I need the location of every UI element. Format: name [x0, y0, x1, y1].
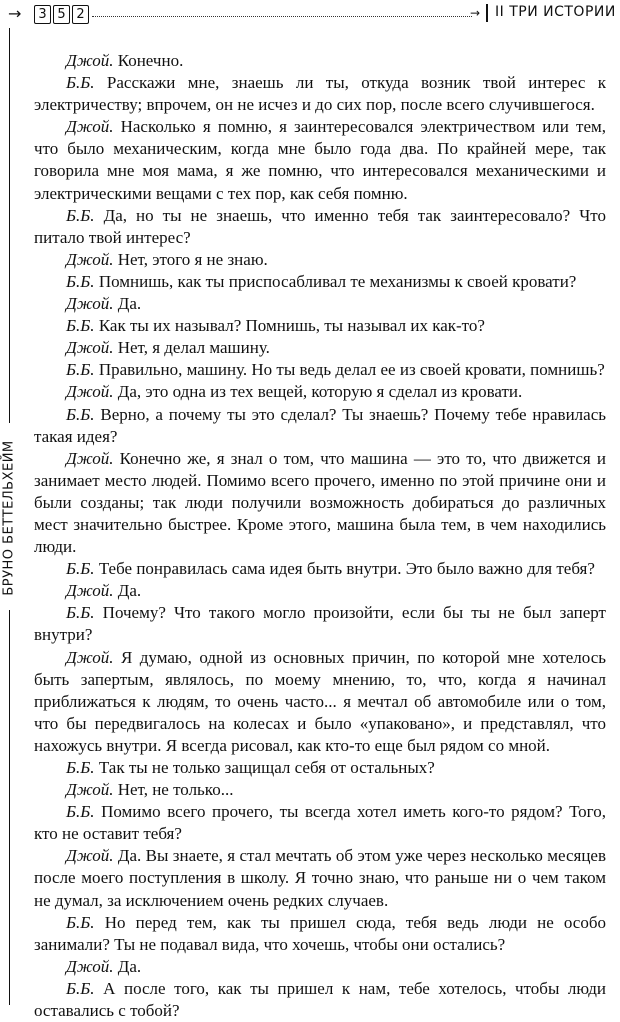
- speaker-name: Джой.: [66, 846, 114, 866]
- page-digit: 3: [34, 5, 51, 24]
- dialogue-text: Но перед тем, как ты пришел сюда, тебя ведь люди не особо занимали? Ты не подавал вида, что хочешь, чтобы они остались?: [34, 912, 606, 954]
- dialogue-paragraph: [34, 381, 606, 403]
- speaker-name: Джой.: [66, 294, 114, 314]
- header-arrow-icon: →: [470, 6, 481, 20]
- dialogue-text: Да.: [113, 294, 142, 314]
- page-number: [34, 5, 89, 24]
- speaker-name: Джой.: [66, 51, 114, 70]
- speaker-name: Джой.: [66, 780, 114, 800]
- margin-rule: [9, 610, 10, 1005]
- speaker-name: Б.Б.: [66, 316, 95, 336]
- dialogue-paragraph: [34, 845, 606, 911]
- speaker-name: Б.Б.: [66, 603, 95, 623]
- margin-author: [0, 430, 18, 605]
- dialogue-paragraph: [34, 912, 606, 956]
- speaker-name: Б.Б.: [66, 559, 95, 579]
- dialogue-paragraph: [34, 271, 606, 293]
- speaker-name: Б.Б.: [66, 205, 95, 225]
- speaker-name: Джой.: [66, 249, 114, 269]
- dialogue-text: Да, это одна из тех вещей, которую я сделал из кровати.: [113, 382, 523, 402]
- speaker-name: Джой.: [66, 956, 114, 976]
- speaker-name: Джой.: [66, 382, 114, 402]
- dialogue-paragraph: [34, 757, 606, 779]
- speaker-name: Б.Б.: [66, 360, 95, 380]
- dialogue-text: Так ты не только защищал себя от остальных?: [94, 758, 435, 777]
- speaker-name: Джой.: [66, 647, 114, 667]
- dialogue-text: Я думаю, одной из основных причин, по которой мне хотелось быть запертым, являлось, по моему мнению, то, что, когда я начинал приближаться к людям, то очень часто... я мечтал об автомобиле или о том, что бы передвигалось на колесах и было «упаковано», и представлял, что нахожусь внутри. Я всегда рисовал, как кто-то еще был рядом со мной.: [34, 647, 606, 755]
- dialogue-paragraph: [34, 72, 606, 116]
- dialogue-text: Расскажи мне, знаешь ли ты, откуда возник твой интерес к электричеству; впрочем, он не исчез и до сих пор, после всего случившегося.: [34, 73, 606, 115]
- speaker-name: Б.Б.: [66, 912, 95, 932]
- dialogue-paragraph: [34, 359, 606, 381]
- page-digit: 5: [53, 5, 70, 24]
- speaker-name: Б.Б.: [66, 758, 95, 777]
- dialogue-text: Помнишь, как ты приспосабливал те механизмы к своей кровати?: [94, 271, 577, 291]
- speaker-name: Б.Б.: [66, 802, 95, 822]
- dialogue-text: Нет, не только...: [113, 780, 234, 800]
- header-separator: [486, 4, 488, 22]
- dialogue-text: А после того, как ты пришел к нам, тебе хотелось, чтобы люди оставались с тобой?: [34, 978, 606, 1021]
- dialogue-paragraph: [34, 404, 606, 448]
- dialogue-paragraph: [34, 293, 606, 315]
- dialogue-text: Конечно же, я знал о том, что машина — это то, что движется и занимает место людей. Помимо всего прочего, именно по этой причине они и были созданы; так люди получили возможность добираться до различных мест значительно быстрее. Кроме этого, машина была тем, в чем находились люди.: [34, 448, 606, 557]
- dialogue-text: Нет, этого я не знаю.: [113, 249, 268, 269]
- dialogue-paragraph: [34, 956, 606, 978]
- dialogue-paragraph: [34, 580, 606, 602]
- speaker-name: Б.Б.: [66, 271, 95, 291]
- dialogue-text: Конечно.: [113, 51, 184, 70]
- page-body: [34, 50, 606, 1022]
- dialogue-text: Почему? Что такого могло произойти, если бы ты не был заперт внутри?: [34, 603, 606, 645]
- dialogue-text: Да.: [113, 956, 142, 976]
- dialogue-text: Тебе понравилась сама идея быть внутри. Это было важно для тебя?: [94, 559, 595, 579]
- running-title: II ТРИ ИСТОРИИ: [495, 4, 616, 20]
- header-arrow-icon: →: [8, 4, 22, 23]
- dialogue-paragraph: [34, 602, 606, 646]
- margin-author-text: БРУНО БЕТТЕЛЬХЕЙМ: [1, 439, 17, 596]
- dialogue-text: Да. Вы знаете, я стал мечтать об этом уже через несколько месяцев после моего поступления в школу. Я точно знаю, что раньше ни о чем таком не думал, за исключением очень редких случаев.: [34, 846, 606, 910]
- page-header: [0, 0, 620, 30]
- dialogue-paragraph: [34, 249, 606, 271]
- dialogue-text: Правильно, машину. Но ты ведь делал ее из своей кровати, помнишь?: [94, 360, 605, 380]
- speaker-name: Б.Б.: [66, 978, 95, 998]
- dialogue-text: Помимо всего прочего, ты всегда хотел иметь кого-то рядом? Того, кто не оставит тебя?: [34, 802, 606, 844]
- speaker-name: Джой.: [66, 338, 114, 358]
- speaker-name: Джой.: [66, 448, 114, 468]
- dialogue-paragraph: [34, 558, 606, 580]
- header-dotted-rule: [92, 16, 472, 17]
- dialogue-text: Как ты их называл? Помнишь, ты называл их как-то?: [94, 316, 485, 336]
- dialogue-text: Да.: [113, 581, 142, 601]
- margin-rule: [9, 28, 10, 423]
- dialogue-paragraph: [34, 116, 606, 204]
- dialogue-text: Верно, а почему ты это сделал? Ты знаешь? Почему тебе нравилась такая идея?: [34, 404, 606, 446]
- dialogue-paragraph: [34, 205, 606, 249]
- dialogue-paragraph: [34, 647, 606, 757]
- dialogue-paragraph: [34, 50, 606, 72]
- dialogue-text: Насколько я помню, я заинтересовался электричеством или тем, что было механическим, когда мне было года два. По крайней мере, так говорила мне моя мама, я же помню, что интересовался механическими и электрическими вещами с тех пор, как себя помню.: [34, 117, 606, 203]
- dialogue-paragraph: [34, 315, 606, 337]
- speaker-name: Б.Б.: [66, 73, 95, 93]
- speaker-name: Джой.: [66, 581, 114, 601]
- dialogue-paragraph: [34, 801, 606, 845]
- dialogue-paragraph: [34, 337, 606, 359]
- speaker-name: Б.Б.: [66, 404, 95, 424]
- dialogue-text: Да, но ты не знаешь, что именно тебя так заинтересовало? Что питало твой интерес?: [34, 205, 606, 247]
- speaker-name: Джой.: [66, 117, 114, 137]
- dialogue-text: Нет, я делал машину.: [113, 338, 270, 358]
- page-digit: 2: [72, 5, 89, 24]
- dialogue-paragraph: [34, 779, 606, 801]
- dialogue-paragraph: [34, 448, 606, 558]
- dialogue-paragraph: [34, 978, 606, 1022]
